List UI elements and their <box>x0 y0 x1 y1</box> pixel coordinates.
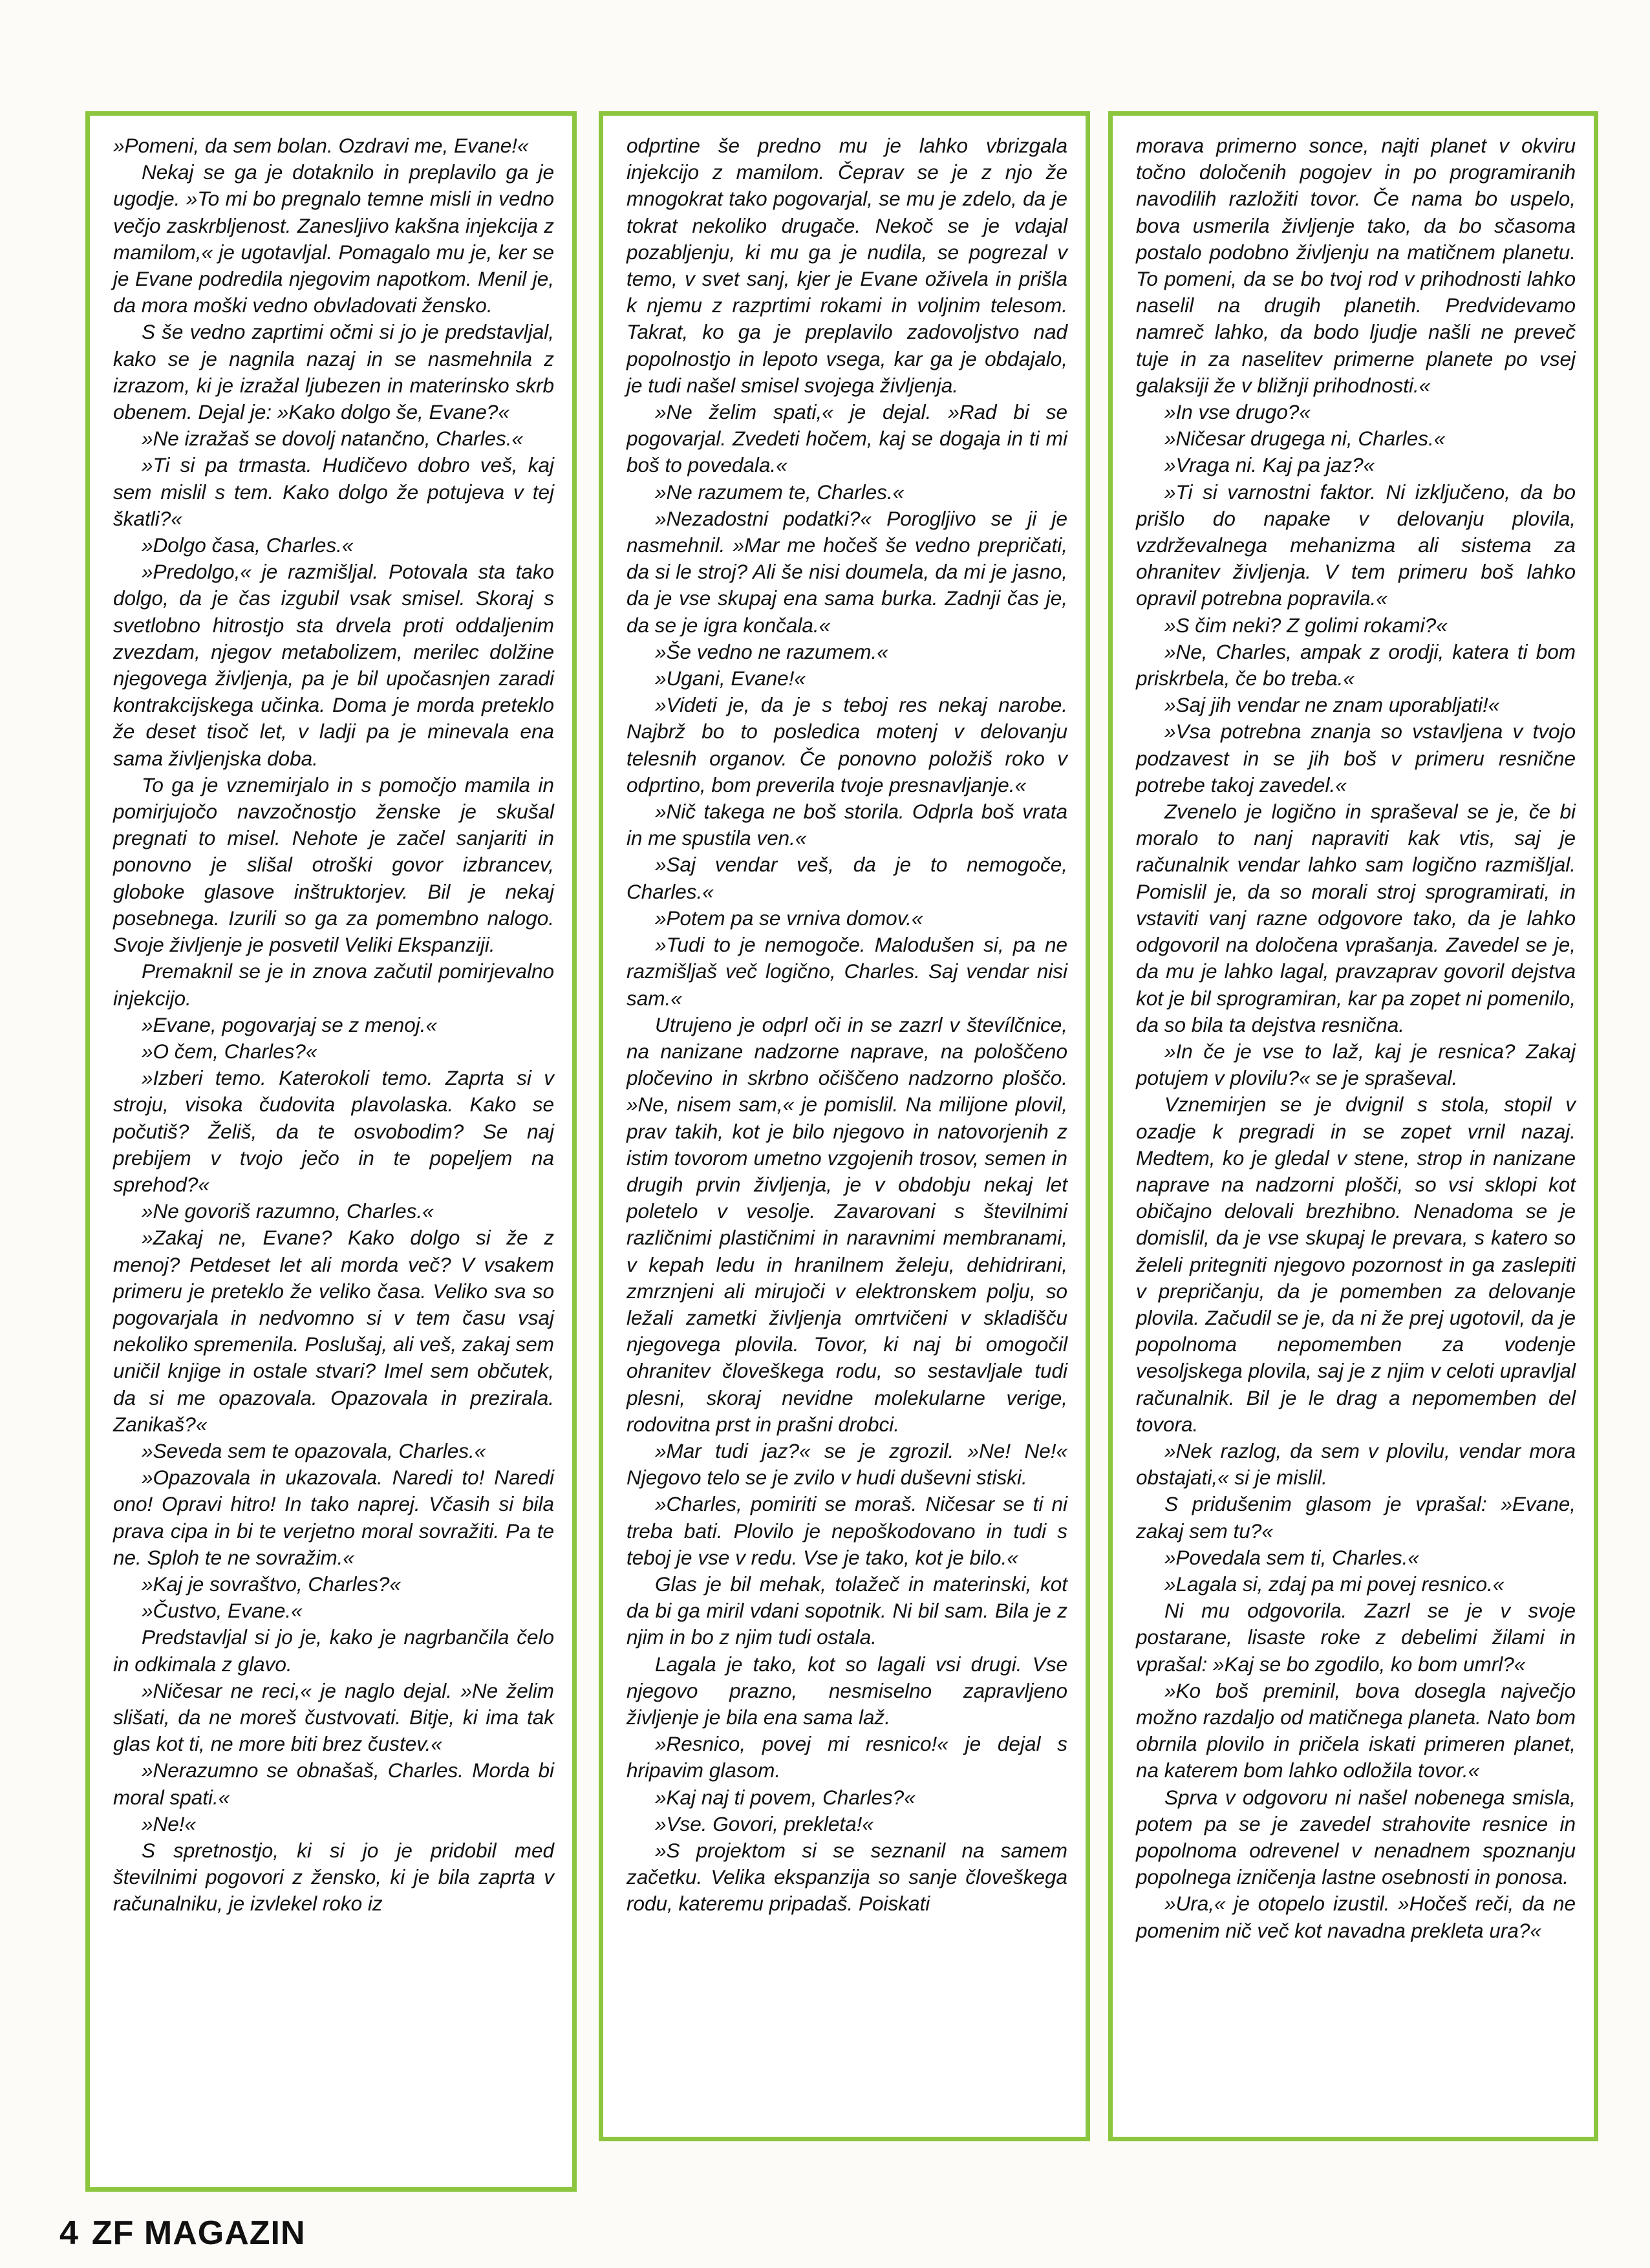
magazine-name: ZF MAGAZIN <box>91 2214 306 2252</box>
paragraph: »Nič takega ne boš storila. Odprla boš vrata in me spustila ven.« <box>627 800 1067 850</box>
paragraph: Glas je bil mehak, tolažeč in materinski, kot da bi ga miril vdani sopotnik. Ni bil sam. Bila je z njim in bo z njim tudi ostala. <box>627 1572 1067 1649</box>
paragraph: Lagala je tako, kot so lagali vsi drugi. Vse njegovo prazno, nesmiselno zapravljeno življenje je bila ena sama laž. <box>627 1652 1067 1729</box>
paragraph: »Tudi to je nemogoče. Malodušen si, pa ne razmišljaš več logično, Charles. Saj vendar nisi sam.« <box>627 933 1067 1010</box>
paragraph: To ga je vznemirjalo in s pomočjo mamila in pomirjujočo navzočnostjo ženske je skušal pregnati to misel. Nehote je začel sanjariti in ponovno je slišal otroški govor izbrancev, globoke glasove inštruktorjev. Bil je nekaj posebnega. Izurili so ga za pomembno nalogo. Svoje življenje je posvetil Veliki Ekspanziji. <box>113 773 554 957</box>
paragraph: »Še vedno ne razumem.« <box>655 639 888 663</box>
paragraph: »In če je vse to laž, kaj je resnica? Zakaj potujem v plovilu?« se je spraševal. <box>1136 1039 1576 1090</box>
paragraph: S še vedno zaprtimi očmi si jo je predstavljal, kako se je nagnila nazaj in se nasmehnila z izrazom, ki je izražal ljubezen in materinsko skrb obenem. Dejal je: »Kako dolgo še, Evane?« <box>113 320 554 424</box>
paragraph: »Izberi temo. Katerokoli temo. Zaprta si v stroju, visoka čudovita plavolaska. Kako se počutiš? Želiš, da te osvobodim? Se naj prebijem v tvojo ječo in te popeljem na sprehod?« <box>113 1066 554 1196</box>
paragraph: »Charles, pomiriti se moraš. Ničesar se ti ni treba bati. Plovilo je nepoškodovano in tudi s teboj je vse v redu. Vse je tako, kot je bilo.« <box>627 1492 1067 1569</box>
paragraph: »Saj vendar veš, da je to nemogoče, Charles.« <box>627 853 1067 903</box>
paragraph: »Nezadostni podatki?« Porogljivo se ji je nasmehnil. »Mar me hočeš še vedno prepričati, da si le stroj? Ali še nisi doumela, da mi je jasno, da je vse skupaj ena sama burka. Zadnji čas je, da se je igra končala.« <box>627 506 1067 637</box>
paragraph: »Ti si pa trmasta. Hudičevo dobro veš, kaj sem mislil s tem. Kako dolgo že potujeva v tej škatli?« <box>113 453 554 530</box>
paragraph: »Nerazumno se obnašaš, Charles. Morda bi moral spati.« <box>113 1759 554 1809</box>
paragraph: odprtine še predno mu je lahko vbrizgala injekcijo z mamilom. Čeprav se je z njo že mnogokrat tako pogovarjal, se mu je zdelo, da je tokrat nekoliko drugače. Nekoč se je vdajal pozabljenju, ki mu ga je nudila, se pogrezal v temo, v svet sanj, kjer je Evane oživela in prišla k njemu z razprtimi rokami in voljnim telesom. Takrat, ko ga je preplavilo zadovoljstvo nad popolnostjo in lepoto vsega, kar ga je obdajalo, je tudi našel smisel svojega življenja. <box>627 134 1067 397</box>
text-column-3 <box>1108 111 1598 2141</box>
paragraph: morava primerno sonce, najti planet v okviru točno določenih pogojev in po programiranih navodilih razložiti tovor. Če nama bo uspelo, bova usmerila življenje tako, da bo sčasoma postalo podobno življenju na matičnem planetu. To pomeni, da se bo tvoj rod v prihodnosti lahko naselil na drugih planetih. Predvidevamo namreč lahko, da bodo ljudje našli ne preveč tuje in za naselitev primerne planete po vsej galaksiji že v bližnji prihodnosti.« <box>1136 134 1576 397</box>
paragraph: »Zakaj ne, Evane? Kako dolgo si že z menoj? Petdeset let ali morda več? V vsakem primeru je preteklo že veliko časa. Veliko sva so pogovarjala in nedvomno si v tem času vsaj nekoliko spremenila. Poslušaj, ali veš, zakaj sem uničil knjige in ostale stvari? Imel sem občutek, da si me opazovala. Opazovala in prezirala. Zanikaš?« <box>113 1226 554 1436</box>
paragraph: »Vraga ni. Kaj pa jaz?« <box>1164 453 1375 477</box>
paragraph: »Vse. Govori, prekleta!« <box>655 1812 873 1835</box>
paragraph: »Povedala sem ti, Charles.« <box>1164 1545 1419 1569</box>
page-number: 4 <box>59 2214 79 2252</box>
paragraph: »Ne izražaš se dovolj natančno, Charles.« <box>142 427 524 451</box>
paragraph: Sprva v odgovoru ni našel nobenega smisla, potem pa se je zavedel strahovite resnice in popolnoma odrevenel v nenadnem spoznanju popolnega izničenja lastne osebnosti in ponosa. <box>1136 1785 1576 1889</box>
paragraph: S pridušenim glasom je vprašal: »Evane, zakaj sem tu?« <box>1136 1492 1576 1543</box>
paragraph: Premaknil se je in znova začutil pomirjevalno injekcijo. <box>113 959 554 1010</box>
paragraph: Nekaj se ga je dotaknilo in preplavilo ga je ugodje. »To mi bo pregnalo temne misli in vedno večjo zaskrbljenost. Zanesljivo kakšna injekcija z mamilom,« je ugotavljal. Pomagalo mu je, ker se je Evane podredila njegovim napotkom. Menil je, da mora moški vedno obvladovati žensko. <box>113 160 554 317</box>
paragraph: »Ne, Charles, ampak z orodji, katera ti bom priskrbela, če bo treba.« <box>1136 639 1576 690</box>
paragraph: »Ne razumem te, Charles.« <box>655 480 905 504</box>
paragraph: »Ne želim spati,« je dejal. »Rad bi se pogovarjal. Zvedeti hočem, kaj se dogaja in ti mi boš to povedala.« <box>627 400 1067 477</box>
text-column-1 <box>85 111 577 2192</box>
paragraph: Zvenelo je logično in spraševal se je, če bi moralo to nanj napraviti kak vtis, saj je računalnik vendar lahko sam logično razmišljal. Pomislil je, da so morali stroj sprogramirati, in vstaviti vanj razne odgovore tako, da je lahko odgovoril na določena vprašanja. Zavedel se je, da mu je lahko lagal, pravzaprav govoril dejstva kot je bil sprogramiran, kar pa zopet ni pomenilo, da so bila ta dejstva resnična. <box>1136 800 1576 1036</box>
paragraph: »In vse drugo?« <box>1164 400 1311 424</box>
paragraph: »Pomeni, da sem bolan. Ozdravi me, Evane!« <box>113 134 529 157</box>
paragraph: »Kaj je sovraštvo, Charles?« <box>142 1572 401 1596</box>
paragraph: »Opazovala in ukazovala. Naredi to! Naredi ono! Opravi hitro! In tako naprej. Včasih si bila prava cipa in bi te verjetno moral sovražiti. Pa te ne. Sploh te ne sovražim.« <box>113 1466 554 1569</box>
paragraph: »Mar tudi jaz?« se je zgrozil. »Ne! Ne!« Njegovo telo se je zvilo v hudi duševni stiski. <box>627 1439 1067 1490</box>
paragraph: »Predolgo,« je razmišljal. Potovala sta tako dolgo, da je čas izgubil vsak smisel. Skoraj s svetlobno hitrostjo sta drvela proti oddaljenim zvezdam, njegov metabolizem, merilec dolžine njegovega življenja, pa je bil upočasnjen zaradi kontrakcijskega učinka. Doma je morda preteklo že deset tisoč let, v ladji pa je minevala ena sama življenjska doba. <box>113 560 554 770</box>
paragraph: »Saj jih vendar ne znam uporabljati!« <box>1164 693 1500 717</box>
paragraph: S spretnostjo, ki si jo je pridobil med številnimi pogovori z žensko, ki je bila zaprta v računalniku, je izvlekel roko iz <box>113 1839 554 1916</box>
paragraph: Vznemirjen se je dvignil s stola, stopil v ozadje k pregradi in se zopet vrnil nazaj. Medtem, ko je gledal v stene, strop in nanizane naprave na nadzorni plošči, so vsi sklopi kot običajno delovali brezhibno. Nenadoma se je domislil, da je vse skupaj le prevara, s katero so želeli pritegniti njegovo pozornost in ga zaslepiti v prepričanju, da je pomemben za delovanje plovila. Začudil se je, da ni že prej ugotovil, da je popolnoma nepomemben za vodenje vesoljskega plovila, saj je z njim v celoti upravljal računalnik. Bil je le drag a nepomemben del tovora. <box>1136 1093 1576 1436</box>
paragraph: »Ura,« je otopelo izustil. »Hočeš reči, da ne pomenim nič več kot navadna prekleta ura?« <box>1136 1892 1576 1942</box>
paragraph: Predstavljal si jo je, kako je nagrbančila čelo in odkimala z glavo. <box>113 1625 554 1676</box>
paragraph: »O čem, Charles?« <box>142 1039 317 1063</box>
page-footer <box>59 2214 306 2252</box>
paragraph: »Ugani, Evane!« <box>655 667 806 690</box>
paragraph: »Evane, pogovarjaj se z menoj.« <box>142 1012 438 1036</box>
paragraph: »Videti je, da je s teboj res nekaj narobe. Najbrž bo to posledica motenj v delovanju telesnih organov. Če ponovno položiš roko v odprtino, bom preverila tvoje presnavljanje.« <box>627 693 1067 797</box>
paragraph: »Ničesar ne reci,« je naglo dejal. »Ne želim slišati, da ne moreš čustvovati. Bitje, ki ima tak glas kot ti, ne more biti brez čustev.« <box>113 1678 554 1756</box>
paragraph: »Nek razlog, da sem v plovilu, vendar mora obstajati,« si je mislil. <box>1136 1439 1576 1490</box>
paragraph: »Ne!« <box>142 1812 197 1835</box>
paragraph: »S projektom si se seznanil na samem začetku. Velika ekspanzija so sanje človeškega rodu, kateremu pripadaš. Poiskati <box>627 1839 1067 1916</box>
text-column-2 <box>599 111 1090 2141</box>
paragraph: Utrujeno je odprl oči in se zazrl v števílčnice, na nanizane nadzorne naprave, na pološčeno pločevino in skrbno očiščeno nadzorno ploščo. »Ne, nisem sam,« je pomislil. Na milijone plovil, prav takih, kot je bilo njegovo in natovorjenih z istim tovorom umetno vzgojenih trosov, semen in drugih prvin življenja, je v obdobju nekaj let poletelo v vesolje. Zavarovani s številnimi različnimi plastičnimi in naravnimi membranami, v kepah ledu in hranilnem želeju, dehidrirani, zmrznjeni ali mirujoči v elektronskem polju, so ležali zametki življenja omrtvičeni v skladišču njegovega plovila. Tovor, ki naj bi omogočil ohranitev človeškega rodu, so sestavljale tudi plesni, skoraj nevidne molekularne verige, rodovitna prst in prašni drobci. <box>627 1012 1067 1436</box>
paragraph: »Ne govoriš razumno, Charles.« <box>142 1199 434 1223</box>
paragraph: »Lagala si, zdaj pa mi povej resnico.« <box>1164 1572 1505 1596</box>
paragraph: »Vsa potrebna znanja so vstavljena v tvojo podzavest in se jih boš v primeru resnične potrebe takoj zavedel.« <box>1136 720 1576 797</box>
paragraph: »Ko boš preminil, bova dosegla največjo možno razdaljo od matičnega planeta. Nato bom obrnila plovilo in pričela iskati primeren planet, na katerem bom lahko odložila tovor.« <box>1136 1678 1576 1782</box>
paragraph: »Resnico, povej mi resnico!« je dejal s hripavim glasom. <box>627 1732 1067 1782</box>
paragraph: »Čustvo, Evane.« <box>142 1599 303 1623</box>
paragraph: »Seveda sem te opazovala, Charles.« <box>142 1439 486 1462</box>
paragraph: »Potem pa se vrniva domov.« <box>655 906 923 930</box>
paragraph: »Ti si varnostni faktor. Ni izključeno, da bo prišlo do napake v delovanju plovila, vzdrževalnega mehanizma ali sistema za ohranitev življenja. V tem primeru boš lahko opravil potrebna popravila.« <box>1136 480 1576 610</box>
paragraph: Ni mu odgovorila. Zazrl se je v svoje postarane, lisaste roke z debelimi žilami in vprašal: »Kaj se bo zgodilo, ko bom umrl?« <box>1136 1599 1576 1676</box>
paragraph: »Dolgo časa, Charles.« <box>142 533 354 557</box>
paragraph: »S čim neki? Z golimi rokami?« <box>1164 613 1448 637</box>
paragraph: »Ničesar drugega ni, Charles.« <box>1164 427 1446 451</box>
paragraph: »Kaj naj ti povem, Charles?« <box>655 1785 916 1809</box>
